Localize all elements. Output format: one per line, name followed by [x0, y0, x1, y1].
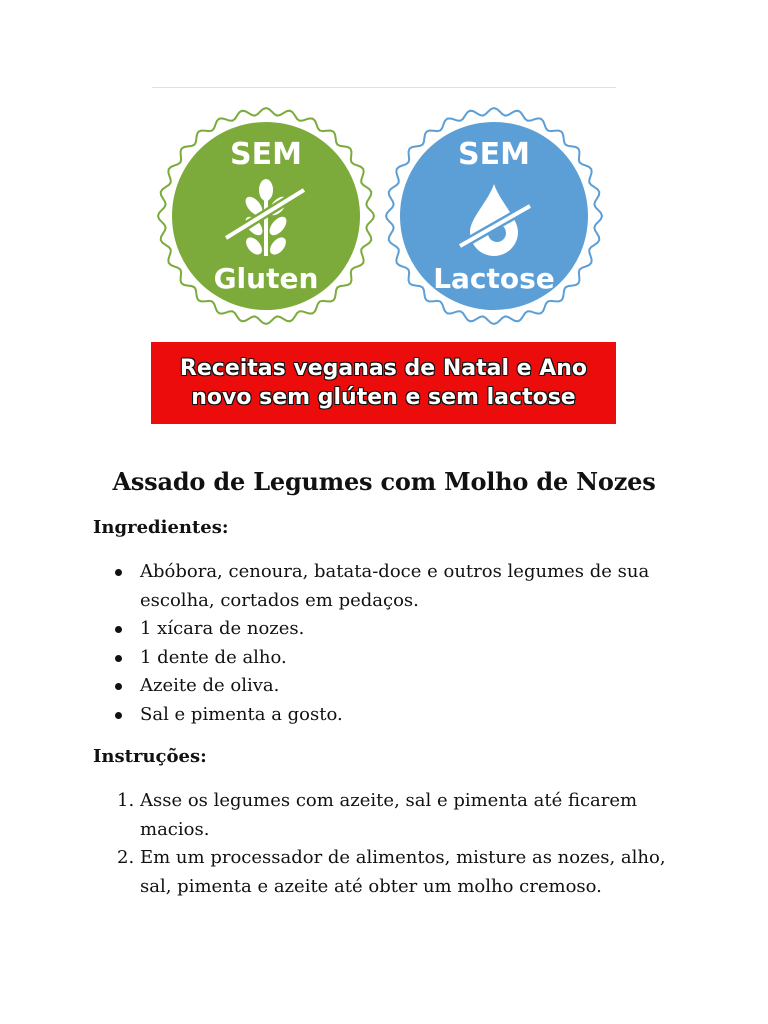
list-item: 1 dente de alho. — [93, 644, 683, 673]
ingredients-heading: Ingredientes: — [93, 517, 229, 538]
top-divider — [152, 87, 616, 88]
instructions-heading: Instruções: — [93, 746, 207, 767]
instructions-list — [93, 787, 683, 901]
banner-line-2: novo sem glúten e sem lactose — [191, 385, 576, 410]
list-item: Azeite de oliva. — [93, 672, 683, 701]
list-item: Sal e pimenta a gosto. — [93, 701, 683, 730]
badge-bottom-text: Gluten — [213, 262, 319, 295]
recipe-title: Assado de Legumes com Molho de Nozes — [112, 467, 656, 496]
badge-bottom-text: Lactose — [433, 262, 555, 295]
sem-lactose-badge — [384, 106, 604, 326]
step-number: 2. — [117, 847, 135, 868]
step-text: Em um processador de alimentos, misture as nozes, alho, sal, pimenta e azeite até obter um molho cremoso. — [140, 847, 666, 897]
step-text: Asse os legumes com azeite, sal e pimenta até ficarem macios. — [140, 790, 638, 840]
sem-gluten-badge — [156, 106, 376, 326]
list-item: 1 xícara de nozes. — [93, 615, 683, 644]
step-number: 1. — [117, 790, 135, 811]
badge-top-text: SEM — [230, 137, 302, 172]
list-item: Abóbora, cenoura, batata-doce e outros legumes de sua escolha, cortados em pedaços. — [93, 558, 683, 615]
banner-line-1: Receitas veganas de Natal e Ano — [179, 356, 588, 381]
ingredients-list — [93, 558, 683, 729]
gluten-badge-graphic — [156, 106, 376, 326]
lactose-badge-graphic — [384, 106, 604, 326]
list-item — [93, 844, 683, 901]
badge-top-text: SEM — [458, 137, 530, 172]
list-item — [93, 787, 683, 844]
recipes-banner — [151, 342, 616, 424]
